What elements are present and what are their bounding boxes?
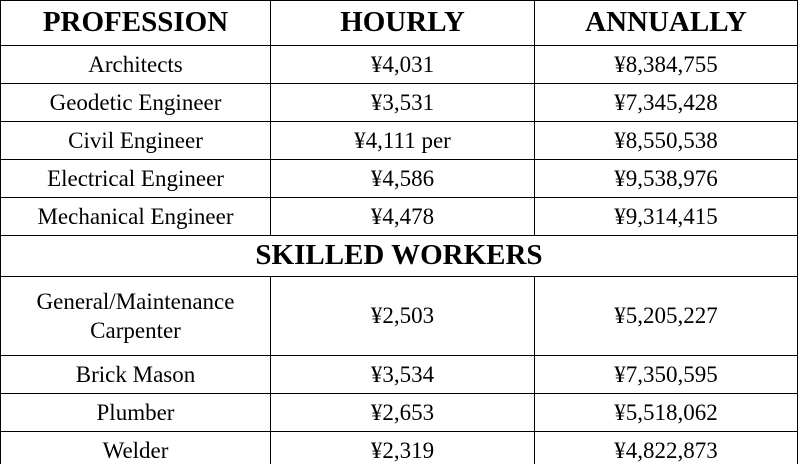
profession-line: General/Maintenance	[36, 288, 235, 314]
annually-cell: ¥4,822,873	[535, 432, 798, 464]
table-row	[1, 122, 798, 160]
header-row	[1, 1, 798, 46]
profession-cell: Civil Engineer	[1, 122, 271, 160]
hourly-cell: ¥3,534	[271, 356, 535, 394]
table-row	[1, 356, 798, 394]
annually-cell: ¥5,518,062	[535, 394, 798, 432]
header-profession: PROFESSION	[1, 1, 271, 46]
annually-cell: ¥9,538,976	[535, 160, 798, 198]
hourly-cell: ¥4,111 per	[271, 122, 535, 160]
hourly-cell: ¥4,031	[271, 46, 535, 84]
table-row	[1, 84, 798, 122]
table-row	[1, 432, 798, 464]
profession-cell: Plumber	[1, 394, 271, 432]
profession-line: Carpenter	[90, 318, 181, 343]
table-row	[1, 277, 798, 356]
header-annually: ANNUALLY	[535, 1, 798, 46]
header-hourly: HOURLY	[271, 1, 535, 46]
annually-cell: ¥9,314,415	[535, 198, 798, 236]
table-row	[1, 394, 798, 432]
profession-cell	[1, 277, 271, 356]
annually-cell: ¥5,205,227	[535, 277, 798, 356]
section-row	[1, 236, 798, 277]
section-title: SKILLED WORKERS	[1, 236, 798, 277]
hourly-cell: ¥2,319	[271, 432, 535, 464]
profession-cell: Welder	[1, 432, 271, 464]
table-row	[1, 160, 798, 198]
profession-cell: Electrical Engineer	[1, 160, 271, 198]
table-row	[1, 46, 798, 84]
hourly-cell: ¥4,586	[271, 160, 535, 198]
profession-cell: Architects	[1, 46, 271, 84]
hourly-cell: ¥2,653	[271, 394, 535, 432]
table-row	[1, 198, 798, 236]
annually-cell: ¥8,550,538	[535, 122, 798, 160]
hourly-cell: ¥3,531	[271, 84, 535, 122]
annually-cell: ¥7,345,428	[535, 84, 798, 122]
profession-cell: Geodetic Engineer	[1, 84, 271, 122]
hourly-cell: ¥2,503	[271, 277, 535, 356]
hourly-cell: ¥4,478	[271, 198, 535, 236]
annually-cell: ¥7,350,595	[535, 356, 798, 394]
profession-cell: Brick Mason	[1, 356, 271, 394]
annually-cell: ¥8,384,755	[535, 46, 798, 84]
profession-cell: Mechanical Engineer	[1, 198, 271, 236]
